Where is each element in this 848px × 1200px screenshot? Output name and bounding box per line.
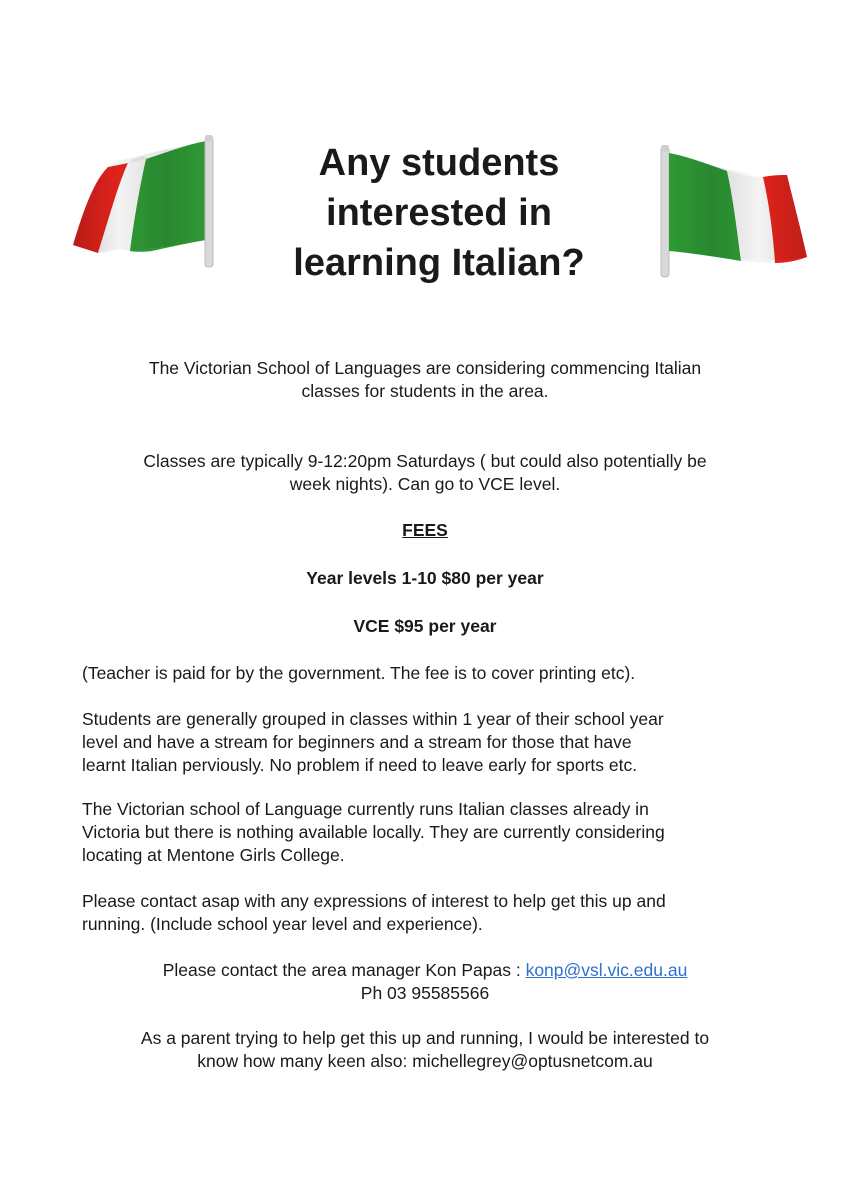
location-paragraph: The Victorian school of Language currently runs Italian classes already in Victoria but there is nothing available locally. They are currently considering locating at Mentone Girls College. — [82, 799, 665, 865]
italian-flag-left-icon — [70, 135, 220, 270]
classes-paragraph: Classes are typically 9-12:20pm Saturdays ( but could also potentially be week nights). Can go to VCE level. — [143, 451, 707, 494]
contact-request-paragraph: Please contact asap with any expressions of interest to help get this up and running. (Include school year level and experience). — [82, 891, 666, 934]
title-line-1: Any students — [318, 142, 560, 184]
parent-paragraph: As a parent trying to help get this up and running, I would be interested to know how many keen also: michellegrey@optusnetcom.au — [140, 1028, 710, 1071]
fees-year-levels: Year levels 1-10 $80 per year — [306, 568, 544, 588]
manager-phone: Ph 03 95585566 — [360, 983, 490, 1003]
page-title — [230, 138, 648, 288]
fees-vce: VCE $95 per year — [353, 616, 497, 636]
title-line-2: interested in — [326, 192, 552, 234]
fees-heading: FEES — [402, 520, 448, 540]
title-line-3: learning Italian? — [293, 242, 585, 284]
italian-flag-right-icon — [655, 145, 810, 280]
manager-contact: Please contact the area manager Kon Papas : konp@vsl.vic.edu.au Ph 03 95585566 — [162, 960, 688, 1003]
intro-paragraph: The Victorian School of Languages are considering commencing Italian classes for students in the area. — [148, 358, 702, 401]
teacher-note: (Teacher is paid for by the government. The fee is to cover printing etc). — [82, 663, 636, 683]
manager-email-link[interactable]: konp@vsl.vic.edu.au — [525, 960, 688, 980]
grouping-paragraph: Students are generally grouped in classes within 1 year of their school year level and have a stream for beginners and a stream for those that have learnt Italian perviously. No problem if need to leave early for sports etc. — [82, 709, 664, 775]
